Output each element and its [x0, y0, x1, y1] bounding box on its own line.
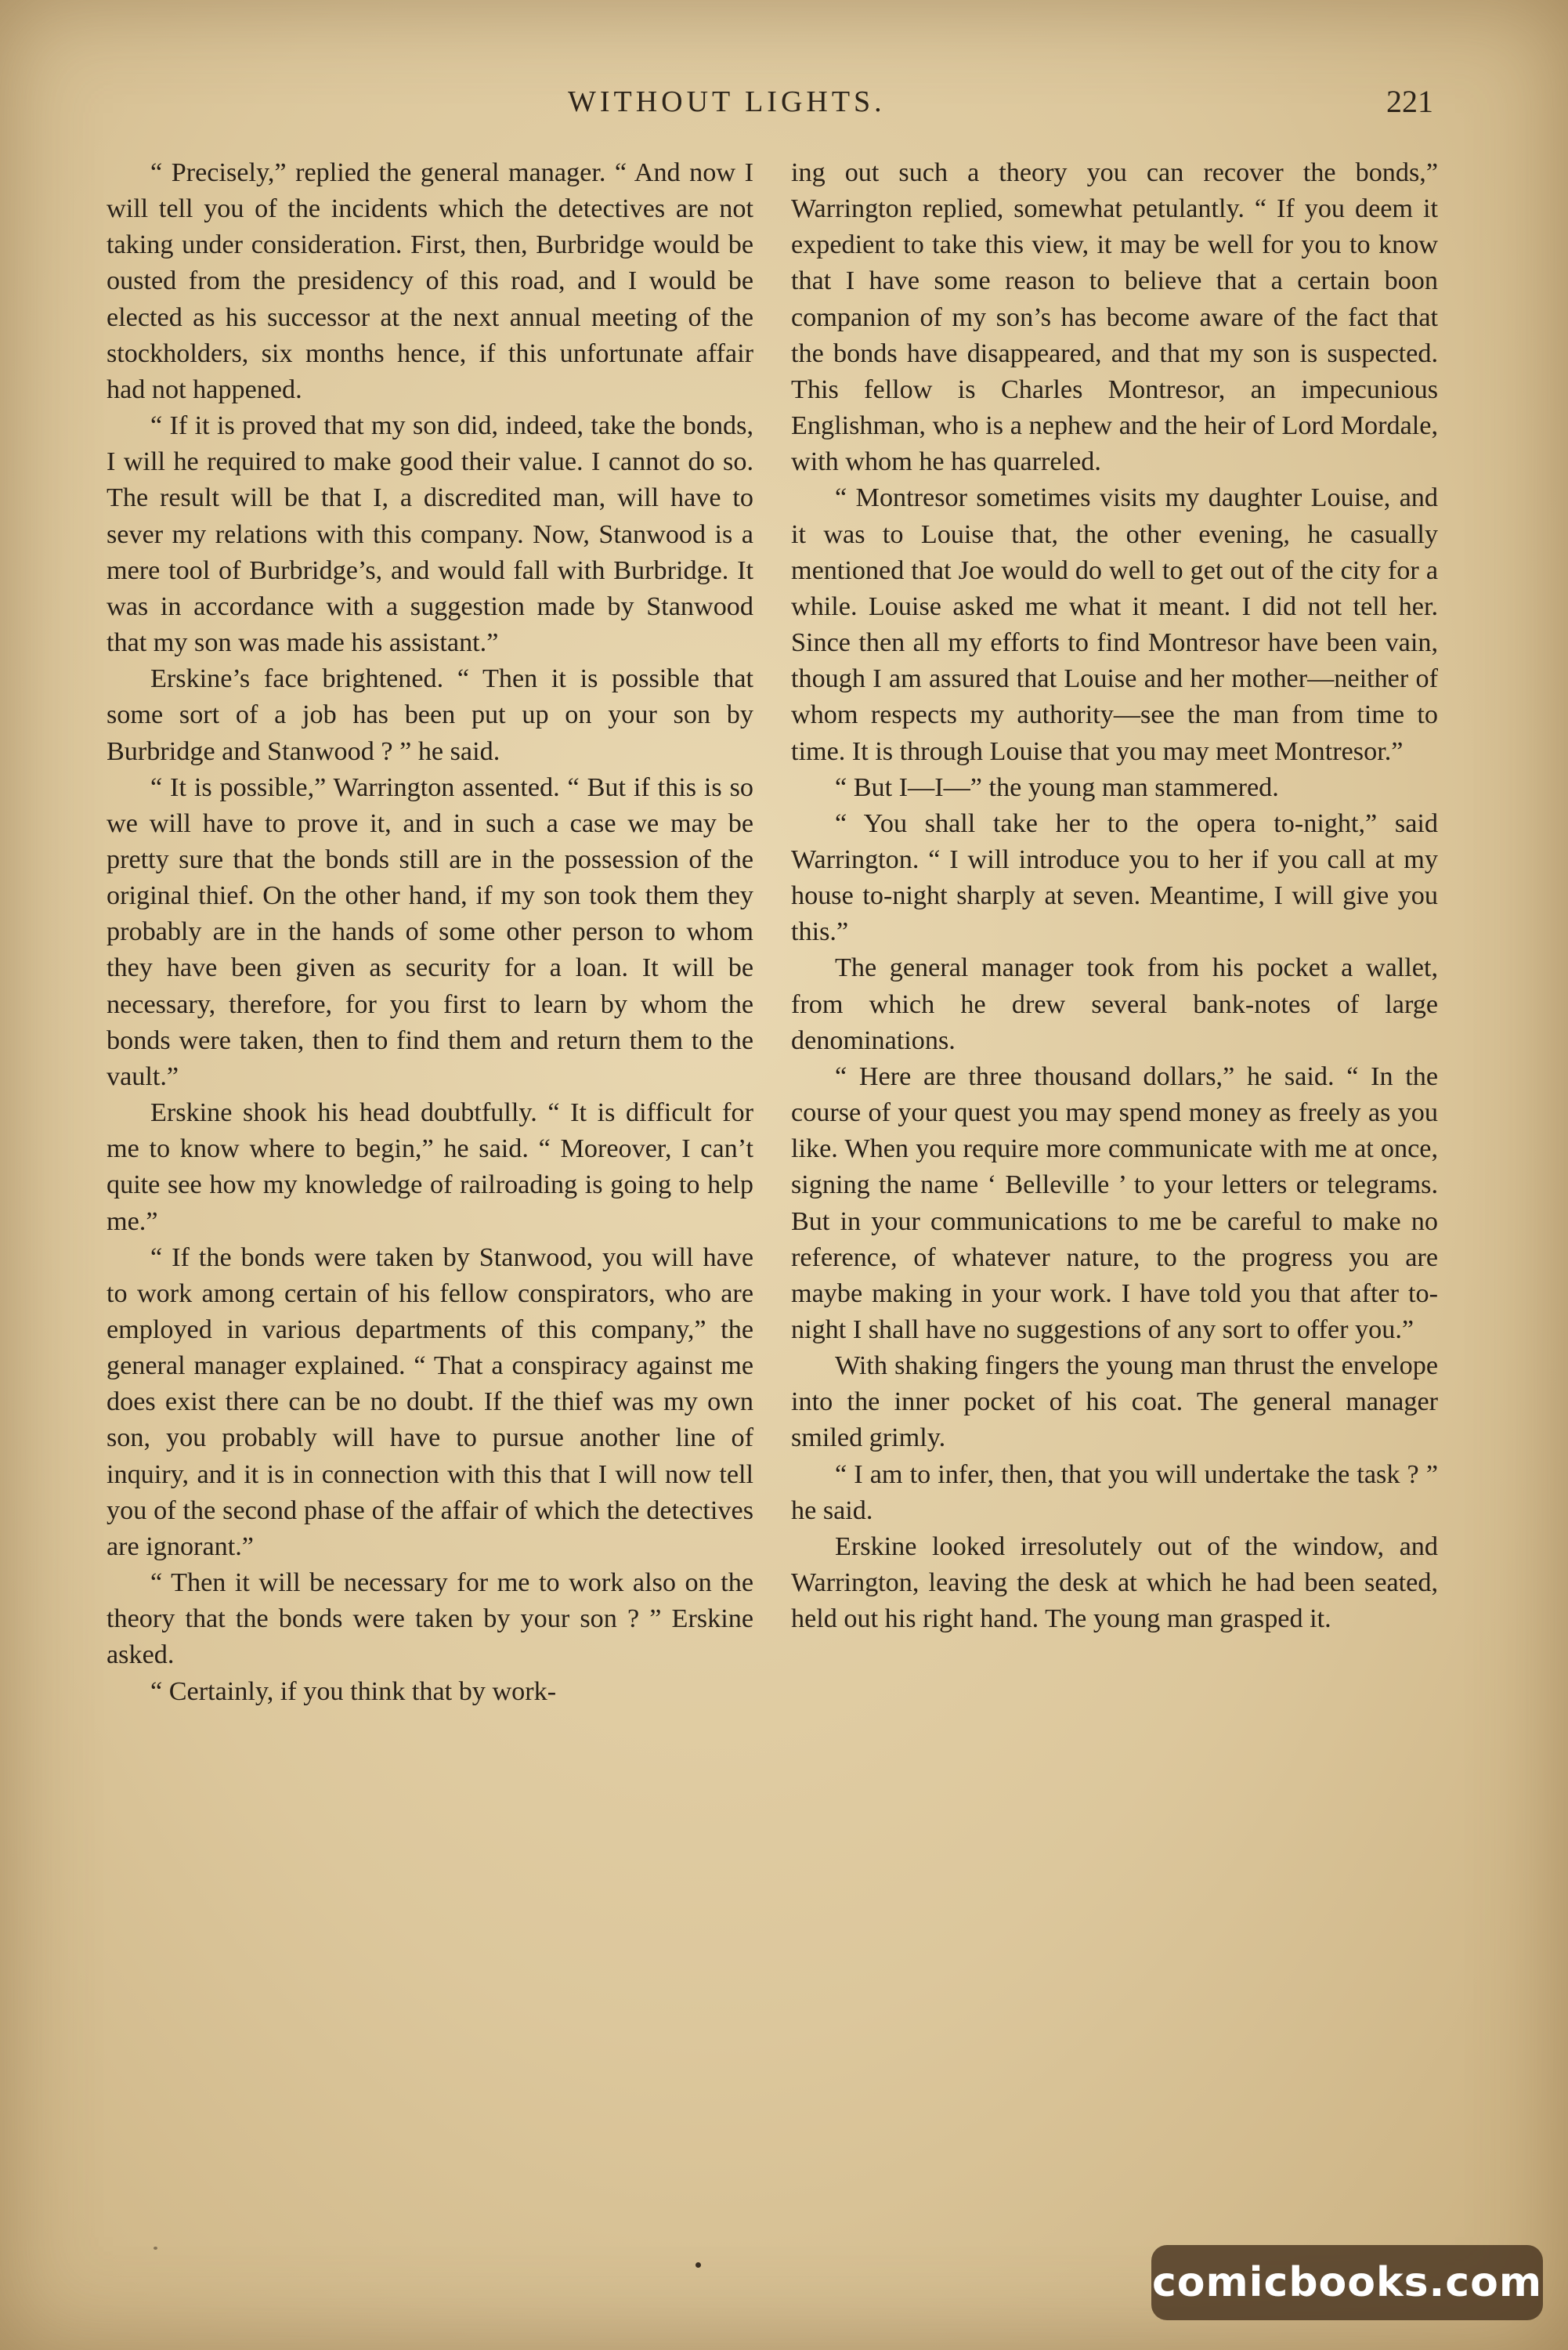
watermark-logo: comicbooks.com — [1151, 2245, 1543, 2320]
running-head-title: WITHOUT LIGHTS. — [568, 85, 886, 118]
paragraph: Erskine’s face brightened. “ Then it is possible that some sort of a job has been put up on your son by Burbridge and Stanwood ? ” he said. — [107, 664, 753, 766]
right-column — [791, 155, 1438, 1637]
ink-speck — [695, 2262, 701, 2268]
paragraph: The general manager took from his pocket a wallet, from which he drew several bank-notes of large denominations. — [791, 953, 1438, 1055]
paragraph: “ But I—I—” the young man stammered. — [835, 772, 1279, 802]
paragraph: “ Then it will be necessary for me to work also on the theory that the bonds were taken by your son ? ” Erskine asked. — [107, 1568, 753, 1670]
paragraph: “ Certainly, if you think that by work- — [150, 1676, 557, 1706]
paragraph: “ You shall take her to the opera to-night,” said Warrington. “ I will introduce you to her if you call at my house to-night sharply at seven. Meantime, I will give you this.” — [791, 808, 1438, 947]
paragraph: With shaking fingers the young man thrust the envelope into the inner pocket of his coat. The general manager smiled grimly. — [791, 1351, 1438, 1453]
paragraph: “ I am to infer, then, that you will undertake the task ? ” he said. — [791, 1459, 1438, 1525]
left-column — [107, 155, 753, 1710]
paragraph-continued: ing out such a theory you can recover the bonds,” Warrington replied, somewhat petulantly. “ If you deem it expedient to take this view, it may be well for you to know that I have some reason to believe that a certain boon companion of my son’s has become aware of the fact that the bonds have disappeared, and that my son is suspected. This fellow is Charles Montresor, an impecunious Englishman, who is a nephew and the heir of Lord Mordale, with whom he has quarreled. — [791, 158, 1438, 477]
ink-speck — [154, 2247, 157, 2250]
paragraph: Erskine shook his head doubtfully. “ It is difficult for me to know where to begin,” he said. “ Moreover, I can’t quite see how my knowledge of railroading is going to help me.” — [107, 1098, 753, 1236]
paragraph: “ It is possible,” Warrington assented. “ But if this is so we will have to prove it, and in such a case we may be pretty sure that the bonds still are in the possession of the original thief. On the other hand, if my son took them they probably are in the hands of some other person to whom they have been given as security for a loan. It will be necessary, therefore, for you first to learn by whom the bonds were taken, then to find them and return them to the vault.” — [107, 772, 753, 1091]
paragraph: “ If the bonds were taken by Stanwood, you will have to work among certain of his fellow conspirators, who are employed in various departments of this company,” the general manager explained. “ That a conspiracy against me does exist there can be no doubt. If the thief was my own son, you probably will have to pursue another line of inquiry, and it is in connection with this that I will now tell you of the second phase of the affair of which the detectives are ignorant.” — [107, 1242, 753, 1561]
running-head — [0, 85, 1568, 132]
paragraph: Erskine looked irresolutely out of the window, and Warrington, leaving the desk at which he had been seated, held out his right hand. The young man grasped it. — [791, 1531, 1438, 1634]
paragraph: “ Here are three thousand dollars,” he said. “ In the course of your quest you may spend money as freely as you like. When you require more communicate with me at once, signing the name ‘ Belleville ’ to your letters or telegrams. But in your communications to me be careful to make no reference, of whatever nature, to the progress you are maybe making in your work. I have told you that after to-night I shall have no suggestions of any sort to offer you.” — [791, 1061, 1438, 1344]
paragraph: “ Precisely,” replied the general manager. “ And now I will tell you of the incidents which the detectives are not taking under consideration. First, then, Burbridge would be ousted from the presidency of this road, and I would be elected as his successor at the next annual meeting of the stockholders, six months hence, if this unfortunate affair had not happened. — [107, 158, 753, 404]
paragraph: “ If it is proved that my son did, indeed, take the bonds, I will he required to make good their value. I cannot do so. The result will be that I, a discredited man, will have to sever my relations with this company. Now, Stanwood is a mere tool of Burbridge’s, and would fall with Burbridge. It was in accordance with a suggestion made by Stanwood that my son was made his assistant.” — [107, 411, 753, 658]
paragraph: “ Montresor sometimes visits my daughter Louise, and it was to Louise that, the other evening, he casually mentioned that Joe would do well to get out of the city for a while. Louise asked me what it meant. I did not tell her. Since then all my efforts to find Montresor have been vain, though I am assured that Louise and her mother—neither of whom respects my authority—see the man from time to time. It is through Louise that you may meet Montresor.” — [791, 483, 1438, 766]
page-number: 221 — [1386, 84, 1433, 119]
